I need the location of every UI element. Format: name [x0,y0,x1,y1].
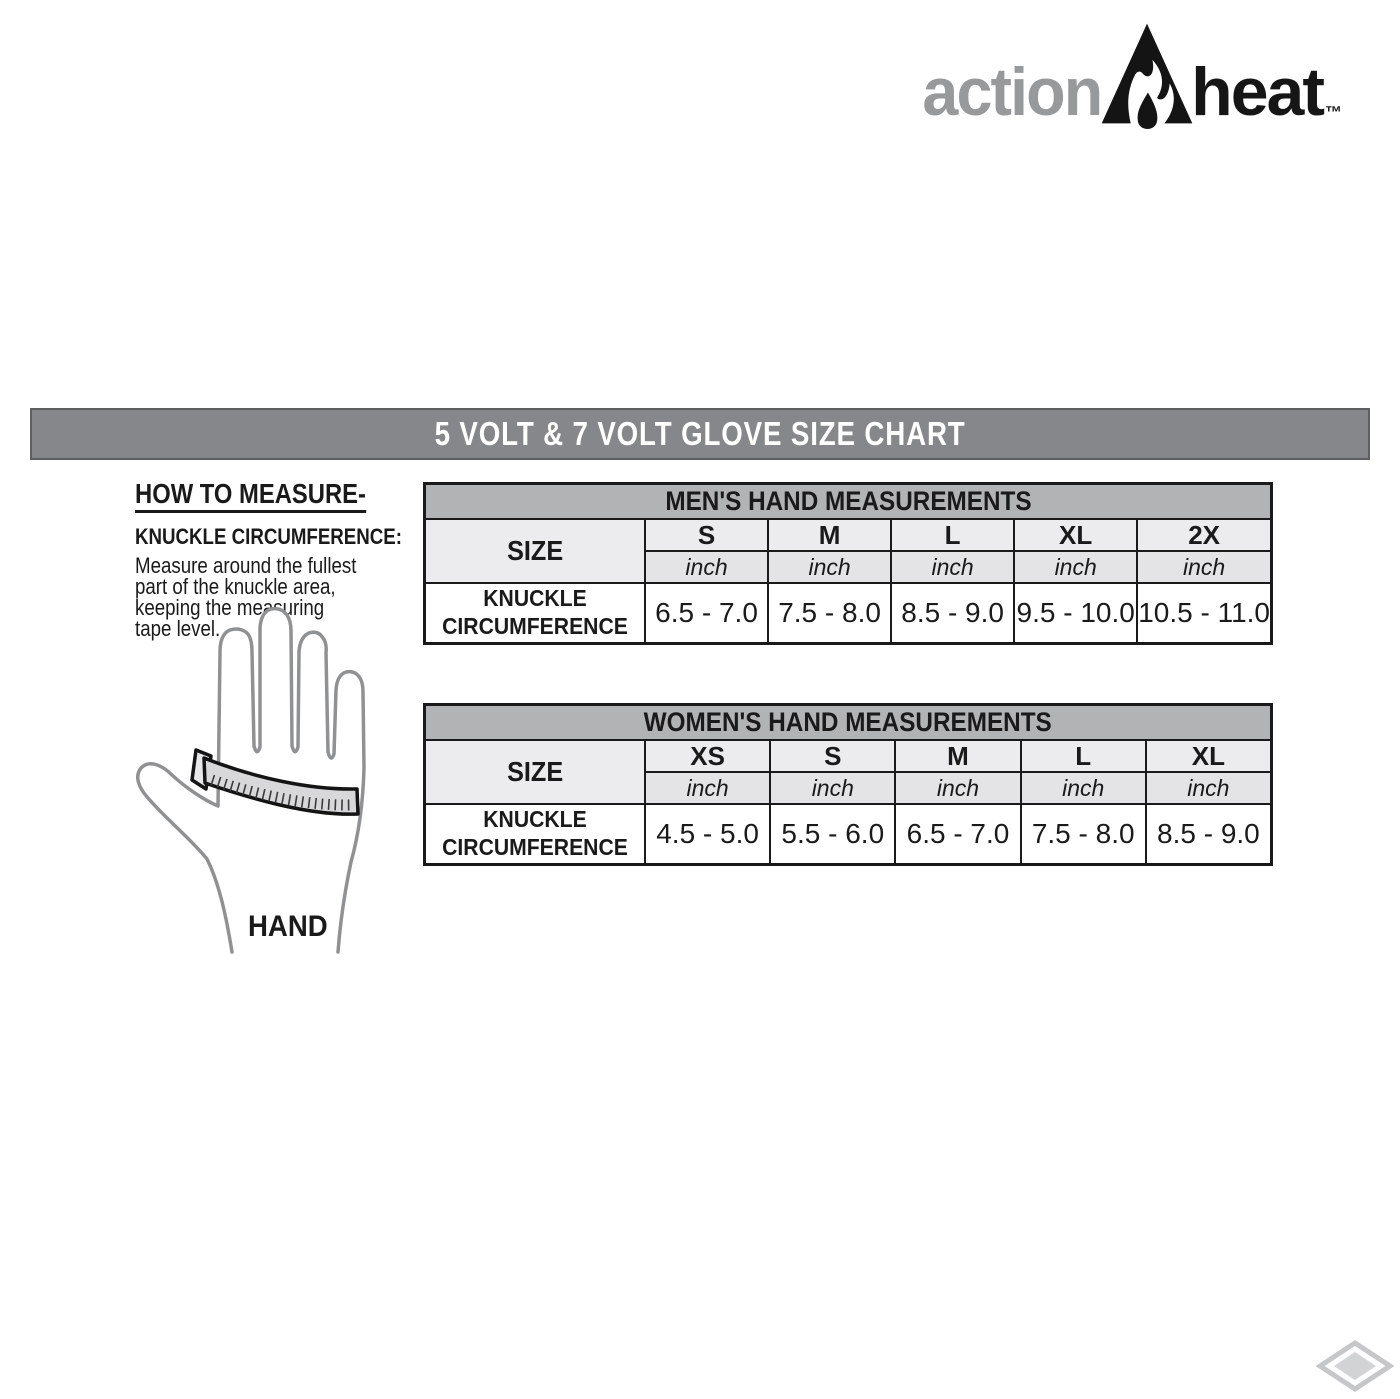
instruction-line: part of the knuckle area, [135,574,336,599]
unit-cell: inch [1022,773,1145,803]
mens-value-xl: 9.5 - 10.0 [1015,584,1136,642]
title-banner [30,408,1370,460]
unit-cell: inch [1015,552,1136,582]
trademark-symbol: ™ [1325,103,1342,122]
knuckle-circumference-row-label [426,805,644,863]
womens-value-s: 5.5 - 6.0 [771,805,894,863]
hand-label: HAND [248,910,328,943]
mens-value-l: 8.5 - 9.0 [892,584,1013,642]
mens-value-2x: 10.5 - 11.0 [1138,584,1270,642]
womens-value-l: 7.5 - 8.0 [1022,805,1145,863]
logo-action-text: action [922,54,1102,130]
knuckle-circumference-row-label-text: KNUCKLE CIRCUMFERENCE [442,806,628,860]
unit-cell: inch [896,773,1019,803]
womens-size-l: L [1022,741,1145,771]
mens-table-title-text: MEN'S HAND MEASUREMENTS [664,486,1032,516]
mens-value-s: 6.5 - 7.0 [646,584,767,642]
womens-size-table [423,703,1273,866]
womens-value-xl: 8.5 - 9.0 [1147,805,1270,863]
womens-value-m: 6.5 - 7.0 [896,805,1019,863]
womens-value-xs: 4.5 - 5.0 [646,805,769,863]
womens-size-xs: XS [646,741,769,771]
mens-size-m: M [769,520,890,550]
unit-cell: inch [769,552,890,582]
instruction-line: Measure around the fullest [135,553,357,578]
womens-size-m: M [896,741,1019,771]
hand-illustration [120,600,430,955]
unit-cell: inch [1147,773,1270,803]
unit-cell: inch [771,773,894,803]
womens-size-xl: XL [1147,741,1270,771]
womens-table-title-text: WOMEN'S HAND MEASUREMENTS [643,707,1053,737]
knuckle-circumference-subheading: KNUCKLE CIRCUMFERENCE: [135,524,402,549]
instruction-line: tape level. [135,616,221,641]
unit-cell: inch [646,773,769,803]
actionheat-logo [913,20,1342,130]
diamond-fill [1334,1352,1376,1380]
mens-size-table [423,482,1273,645]
mens-value-m: 7.5 - 8.0 [769,584,890,642]
instruction-line: keeping the measuring [135,595,325,620]
unit-cell: inch [646,552,767,582]
womens-table-title [426,706,1270,739]
chart-title: 5 VOLT & 7 VOLT GLOVE SIZE CHART [434,415,966,452]
unit-cell: inch [892,552,1013,582]
diamond-watermark-icon [1316,1340,1394,1392]
unit-cell: inch [1138,552,1270,582]
size-column-header [426,741,644,803]
mens-table-title [426,485,1270,518]
how-to-measure-heading [135,478,390,510]
mens-size-s: S [646,520,767,550]
womens-size-s: S [771,741,894,771]
mens-size-2x: 2X [1138,520,1270,550]
mens-size-l: L [892,520,1013,550]
how-to-measure-heading-text: HOW TO MEASURE- [135,478,366,513]
knuckle-circumference-row-label [426,584,644,642]
size-label: SIZE [506,535,563,566]
size-column-header [426,520,644,582]
size-label: SIZE [506,756,563,787]
knuckle-circumference-row-label-text: KNUCKLE CIRCUMFERENCE [442,585,628,639]
flame-triangle-icon [1097,20,1197,136]
mens-size-xl: XL [1015,520,1136,550]
logo-heat-text: heat [1191,54,1323,130]
